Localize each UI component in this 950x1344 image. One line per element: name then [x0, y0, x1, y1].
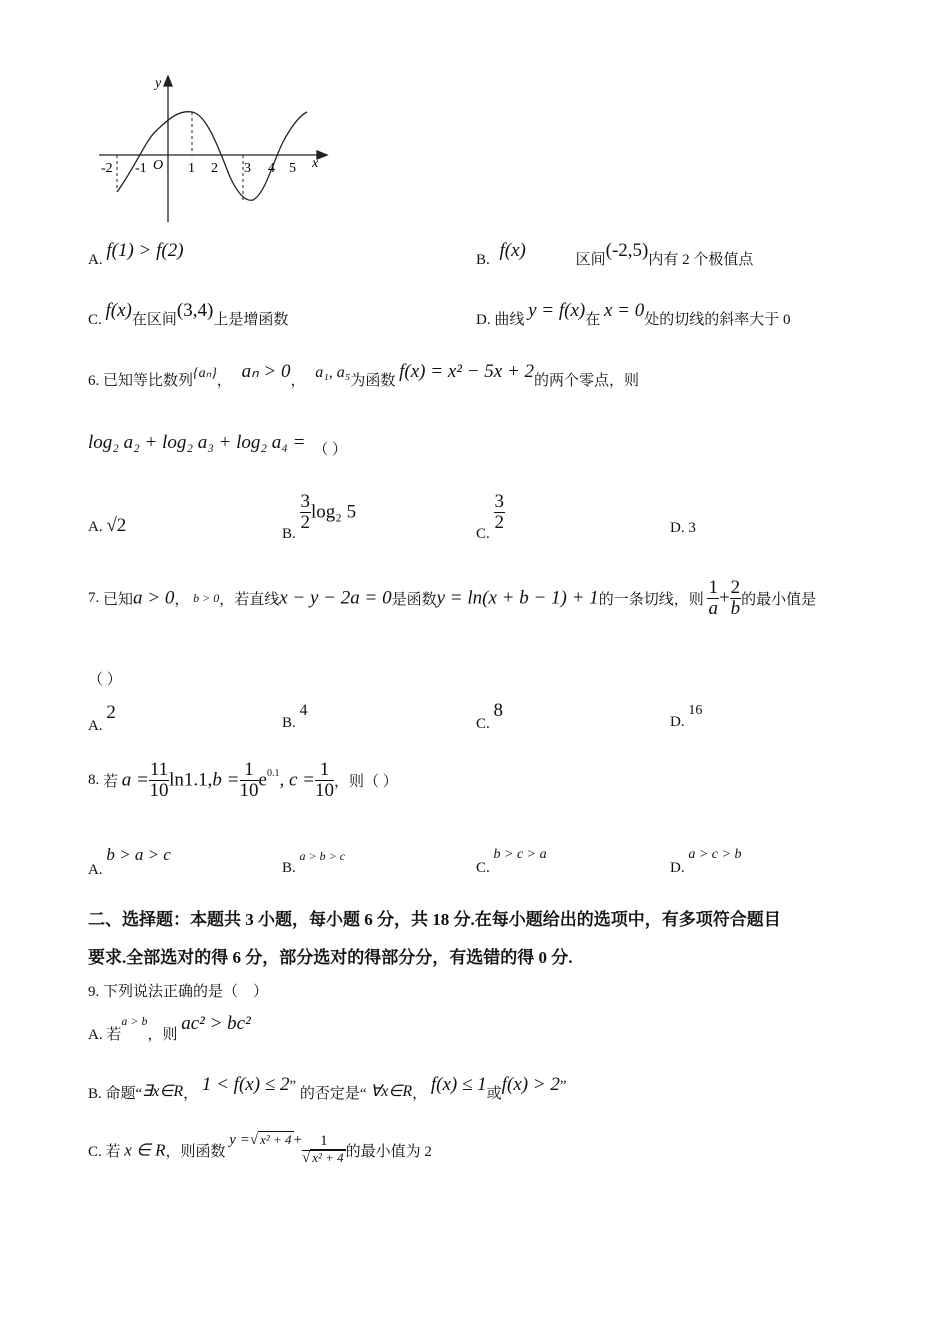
stem-text: 的一条切线，则 — [598, 591, 704, 608]
q8-stem — [88, 760, 398, 801]
fraction — [300, 492, 312, 533]
option-value: 16 — [688, 703, 703, 718]
option-label: D. — [670, 860, 685, 876]
y-axis-arrow — [164, 76, 172, 86]
fraction-num: 1 — [240, 760, 259, 781]
q5-option-a — [88, 240, 184, 269]
option-label: D. — [670, 714, 685, 730]
option-text: 区间 — [575, 252, 606, 268]
a-tail: ln1.1, — [169, 769, 213, 791]
option-label: B. 命题“ — [88, 1086, 143, 1102]
stem-text: ， — [174, 591, 190, 608]
option-text: 处的切线的斜率大于 0 — [644, 312, 791, 328]
fraction — [707, 578, 719, 619]
option-label: C. 若 — [88, 1144, 121, 1161]
q7-stem — [88, 578, 816, 619]
q6-stem — [88, 360, 639, 390]
fraction-num: 11 — [149, 759, 169, 780]
q7-paren: （ ） — [88, 672, 122, 688]
option-text: 的最小值为 2 — [345, 1144, 432, 1161]
q6-option-c — [476, 492, 505, 543]
q6-option-a — [88, 515, 126, 537]
option-label: A. — [88, 519, 103, 535]
option-expr: ac² > bc² — [181, 1013, 251, 1034]
tick-label: 3 — [244, 161, 251, 176]
plus-sign: + — [293, 1132, 302, 1148]
option-text: 或 — [486, 1086, 502, 1102]
option-text: 在 — [585, 312, 601, 328]
var-b: b = — [212, 769, 240, 791]
q7-option-d — [670, 702, 702, 731]
q6-option-d — [670, 520, 696, 537]
fraction — [315, 760, 334, 801]
option-text: ， — [183, 1086, 199, 1102]
option-label: D. 3 — [670, 520, 696, 536]
option-interval: (-2,5) — [605, 240, 649, 261]
option-cond: x = 0 — [604, 300, 645, 321]
option-label: B. — [282, 715, 296, 731]
sqrt-symbol: √ — [301, 1150, 311, 1167]
option-cond: x ∈ R — [124, 1140, 166, 1160]
q7-option-a — [88, 702, 116, 735]
q6-option-b — [282, 492, 356, 543]
option-text: ，则 — [147, 1027, 178, 1043]
option-text: ， — [412, 1086, 428, 1102]
option-label: A. 若 — [88, 1027, 122, 1043]
q5-option-b — [476, 240, 753, 269]
option-label: C. — [476, 716, 490, 732]
sqrt-content: x² + 4 — [312, 1150, 344, 1166]
b-tail: e — [258, 769, 267, 791]
section-heading: 要求.全部选对的得 6 分，部分选对的得部分分，有选错的得 0 分. — [88, 948, 573, 967]
section-heading: 二、选择题：本题共 3 小题，每小题 6 分，共 18 分.在每小题给出的选项中，有多项符合题目 — [88, 910, 781, 929]
q8-option-c — [476, 846, 547, 877]
tick-label: -2 — [101, 161, 113, 176]
option-label: C. — [88, 312, 102, 328]
stem-line: x − y − 2a = 0 — [279, 587, 392, 609]
option-value: √2 — [106, 515, 127, 536]
stem-cond: b > 0 — [193, 590, 220, 605]
q9-stem: 9. 下列说法正确的是（ ） — [88, 984, 269, 1000]
option-value: a > c > b — [688, 847, 742, 862]
q7-option-b — [282, 702, 308, 732]
option-label: B. — [282, 860, 296, 876]
option-interval: (3,4) — [176, 300, 214, 321]
option-value: 2 — [106, 702, 116, 723]
option-value: b > a > c — [106, 845, 171, 864]
option-tail: log₂ 5 — [311, 501, 357, 523]
fraction-den: 2 — [494, 511, 505, 533]
option-value: b > c > a — [493, 847, 547, 862]
fraction-num: 3 — [300, 491, 311, 512]
option-label: A. — [88, 718, 103, 734]
question-number: 8. — [88, 771, 100, 788]
fraction — [730, 578, 742, 619]
stem-text: 的两个零点，则 — [534, 373, 640, 389]
stem-cond: a > 0 — [133, 587, 175, 609]
fraction — [302, 1134, 346, 1167]
option-text: 的否定是“ — [299, 1086, 367, 1102]
stem-cond: aₙ > 0 — [241, 361, 291, 382]
var-c: , c = — [279, 769, 315, 791]
q6-expr-line — [88, 432, 347, 459]
option-label: B. — [282, 525, 296, 542]
option-label: C. — [476, 860, 490, 876]
q9-option-a — [88, 1013, 251, 1044]
fraction-num: 2 — [730, 577, 741, 598]
fraction — [494, 492, 506, 533]
fraction-num: 1 — [708, 577, 718, 598]
var-a: a = — [121, 769, 149, 791]
option-expr: f(x) — [105, 300, 132, 321]
fraction-den: 10 — [314, 779, 334, 801]
option-text: 曲线 — [494, 312, 525, 328]
option-expr: f(x) — [499, 240, 526, 261]
log-expression: log₂ a₂ + log₂ a₃ + log₂ a₄ = — [88, 432, 306, 453]
option-expr: ∃x∈R — [142, 1083, 184, 1100]
option-cond: a > b — [121, 1014, 148, 1028]
fraction-num: 3 — [494, 491, 505, 512]
stem-terms: a₁, a₅ — [315, 364, 351, 381]
q5-option-c — [88, 300, 288, 329]
option-label: A. — [88, 252, 103, 268]
tick-label: 2 — [211, 161, 218, 176]
q9-option-b — [88, 1074, 567, 1103]
tick-label: -1 — [135, 161, 147, 176]
q8-option-b — [282, 848, 345, 877]
option-expr: y = f(x) — [528, 300, 586, 321]
fraction — [149, 760, 169, 801]
option-expr: 1 < f(x) ≤ 2 — [201, 1074, 290, 1095]
option-label: B. — [476, 252, 490, 268]
stem-text: 已知等比数列 — [103, 373, 194, 389]
fraction-den: b — [730, 597, 741, 619]
fraction-den: 2 — [300, 511, 311, 533]
option-expr: f(1) > f(2) — [106, 240, 184, 261]
option-label: A. — [88, 862, 103, 878]
fraction-den: 10 — [149, 779, 169, 801]
b-exponent: 0.1 — [266, 767, 280, 779]
stem-text: 已知 — [103, 591, 134, 608]
func-y: y = — [229, 1132, 250, 1148]
dashed-guides — [117, 112, 243, 200]
option-text: 内有 2 个极值点 — [648, 252, 754, 268]
q8-option-a — [88, 845, 171, 879]
option-text: ” — [559, 1078, 567, 1094]
option-text: 上是增函数 — [213, 312, 289, 328]
q5-option-d — [476, 300, 791, 329]
fraction-num: 1 — [315, 760, 334, 781]
fraction-den: 10 — [239, 779, 259, 801]
stem-text: ， — [216, 373, 232, 389]
y-axis-label: y — [155, 76, 162, 91]
option-expr: f(x) > 2 — [501, 1074, 560, 1095]
q8-option-d — [670, 846, 741, 877]
option-value: 8 — [493, 700, 504, 721]
tick-label: 1 — [188, 161, 195, 176]
stem-text: 的最小值是 — [741, 591, 817, 608]
fraction — [240, 760, 259, 801]
option-expr: ∀x∈R — [370, 1083, 413, 1100]
function-graph — [95, 72, 335, 227]
fraction-den — [302, 1151, 346, 1167]
tick-label: 4 — [268, 161, 275, 176]
graph-axes — [99, 76, 327, 222]
sqrt-content: x² + 4 — [260, 1132, 292, 1147]
sine-curve — [117, 112, 307, 201]
sqrt-symbol: √ — [249, 1132, 259, 1148]
option-text: 在区间 — [131, 312, 177, 328]
option-label: D. — [476, 312, 491, 328]
answer-paren: （ ） — [313, 442, 347, 458]
stem-func: y = ln(x + b − 1) + 1 — [436, 587, 599, 609]
fraction-num: 1 — [302, 1134, 346, 1151]
stem-text: 是函数 — [391, 591, 437, 608]
plus-sign: + — [718, 587, 730, 609]
tick-label: 5 — [289, 161, 296, 176]
x-axis-label: x — [312, 156, 319, 171]
origin-label: O — [153, 158, 164, 173]
option-value: 4 — [299, 702, 308, 719]
option-text: ，则函数 — [165, 1144, 226, 1161]
option-text: ” — [289, 1078, 297, 1094]
stem-text: 为函数 — [350, 373, 396, 389]
fraction-den: a — [708, 597, 718, 619]
option-label: C. — [476, 525, 490, 542]
question-number: 7. — [88, 589, 100, 606]
option-value: a > b > c — [299, 849, 346, 863]
q7-option-c — [476, 700, 503, 733]
x-axis-arrow — [317, 151, 327, 159]
option-expr: f(x) ≤ 1 — [430, 1074, 487, 1095]
stem-text: ， — [290, 373, 306, 389]
stem-text: 若 — [103, 773, 119, 790]
question-number: 6. — [88, 373, 100, 389]
stem-text: ，若直线 — [219, 591, 280, 608]
stem-seq: {aₙ} — [193, 366, 217, 381]
q9-option-c — [88, 1132, 432, 1167]
stem-text: ，则（ ） — [333, 773, 398, 790]
stem-func: f(x) = x² − 5x + 2 — [399, 361, 535, 382]
